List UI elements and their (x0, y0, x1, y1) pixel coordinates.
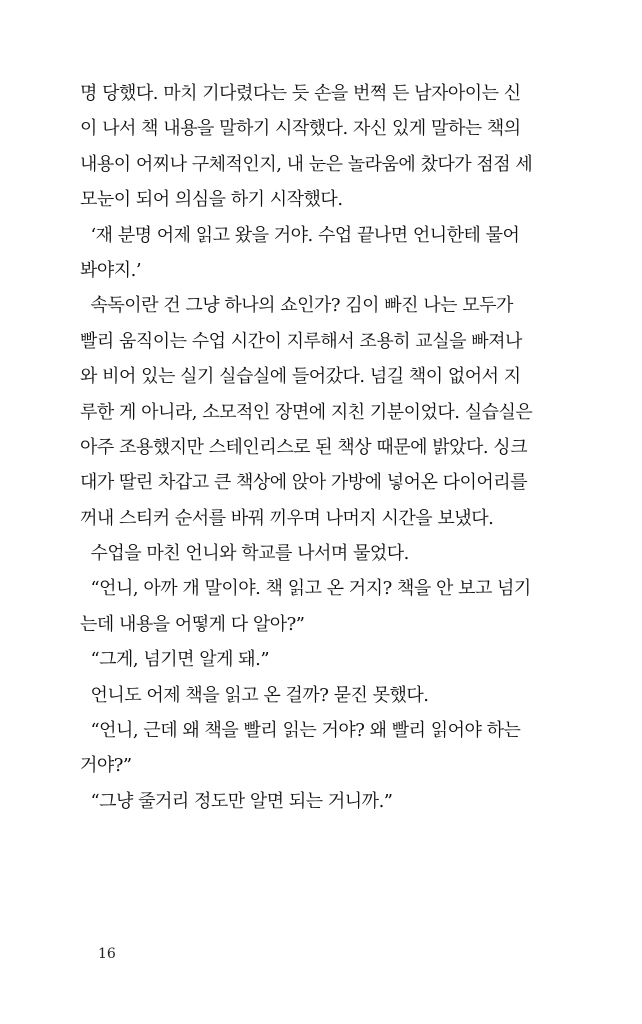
text-line: 모눈이 되어 의심을 하기 시작했다. (80, 189, 343, 211)
page-number: 16 (98, 946, 116, 962)
text-line: “그냥 줄거리 정도만 알면 되는 거니까.” (80, 790, 393, 812)
text-line: 꺼내 스티커 순서를 바꿔 끼우며 나머지 시간을 보냈다. (80, 507, 494, 529)
text-line: 명 당했다. 마치 기다렸다는 듯 손을 번쩍 든 남자아이는 신 (80, 83, 521, 104)
text-line: 는데 내용을 어떻게 다 알아?” (80, 613, 305, 635)
text-line: “언니, 아까 개 말이야. 책 읽고 온 거지? 책을 안 보고 넘기 (80, 578, 531, 600)
text-line: 이 나서 책 내용을 말하기 시작했다. 자신 있게 말하는 책의 (80, 118, 521, 140)
text-line: 와 비어 있는 실기 실습실에 들어갔다. 넘길 책이 없어서 지 (80, 366, 521, 388)
text-line: 봐야지.’ (80, 259, 142, 281)
text-line: 빨리 움직이는 수업 시간이 지루해서 조용히 교실을 빠져나 (80, 330, 522, 352)
body-text (80, 76, 532, 819)
text-line: “그게, 넘기면 알게 돼.” (80, 649, 270, 671)
text-line: ‘재 분명 어제 읽고 왔을 거야. 수업 끝나면 언니한테 물어 (80, 224, 520, 246)
text-line: 루한 게 아니라, 소모적인 장면에 지친 기분이었다. 실습실은 (80, 401, 533, 423)
text-line: 언니도 어제 책을 읽고 온 걸까? 묻진 못했다. (80, 684, 429, 706)
text-line: “언니, 근데 왜 책을 빨리 읽는 거야? 왜 빨리 읽어야 하는 (80, 720, 521, 742)
text-line: 수업을 마친 언니와 학교를 나서며 물었다. (80, 543, 409, 565)
text-line: 대가 딸린 차갑고 큰 책상에 앉아 가방에 넣어온 다이어리를 (80, 472, 528, 494)
text-line: 아주 조용했지만 스테인리스로 된 책상 때문에 밝았다. 싱크 (80, 436, 528, 458)
text-line: 내용이 어찌나 구체적인지, 내 눈은 놀라움에 찼다가 점점 세 (80, 153, 533, 175)
text-line: 속독이란 건 그냥 하나의 쇼인가? 김이 빠진 나는 모두가 (80, 295, 513, 317)
text-line: 거야?” (80, 755, 132, 777)
